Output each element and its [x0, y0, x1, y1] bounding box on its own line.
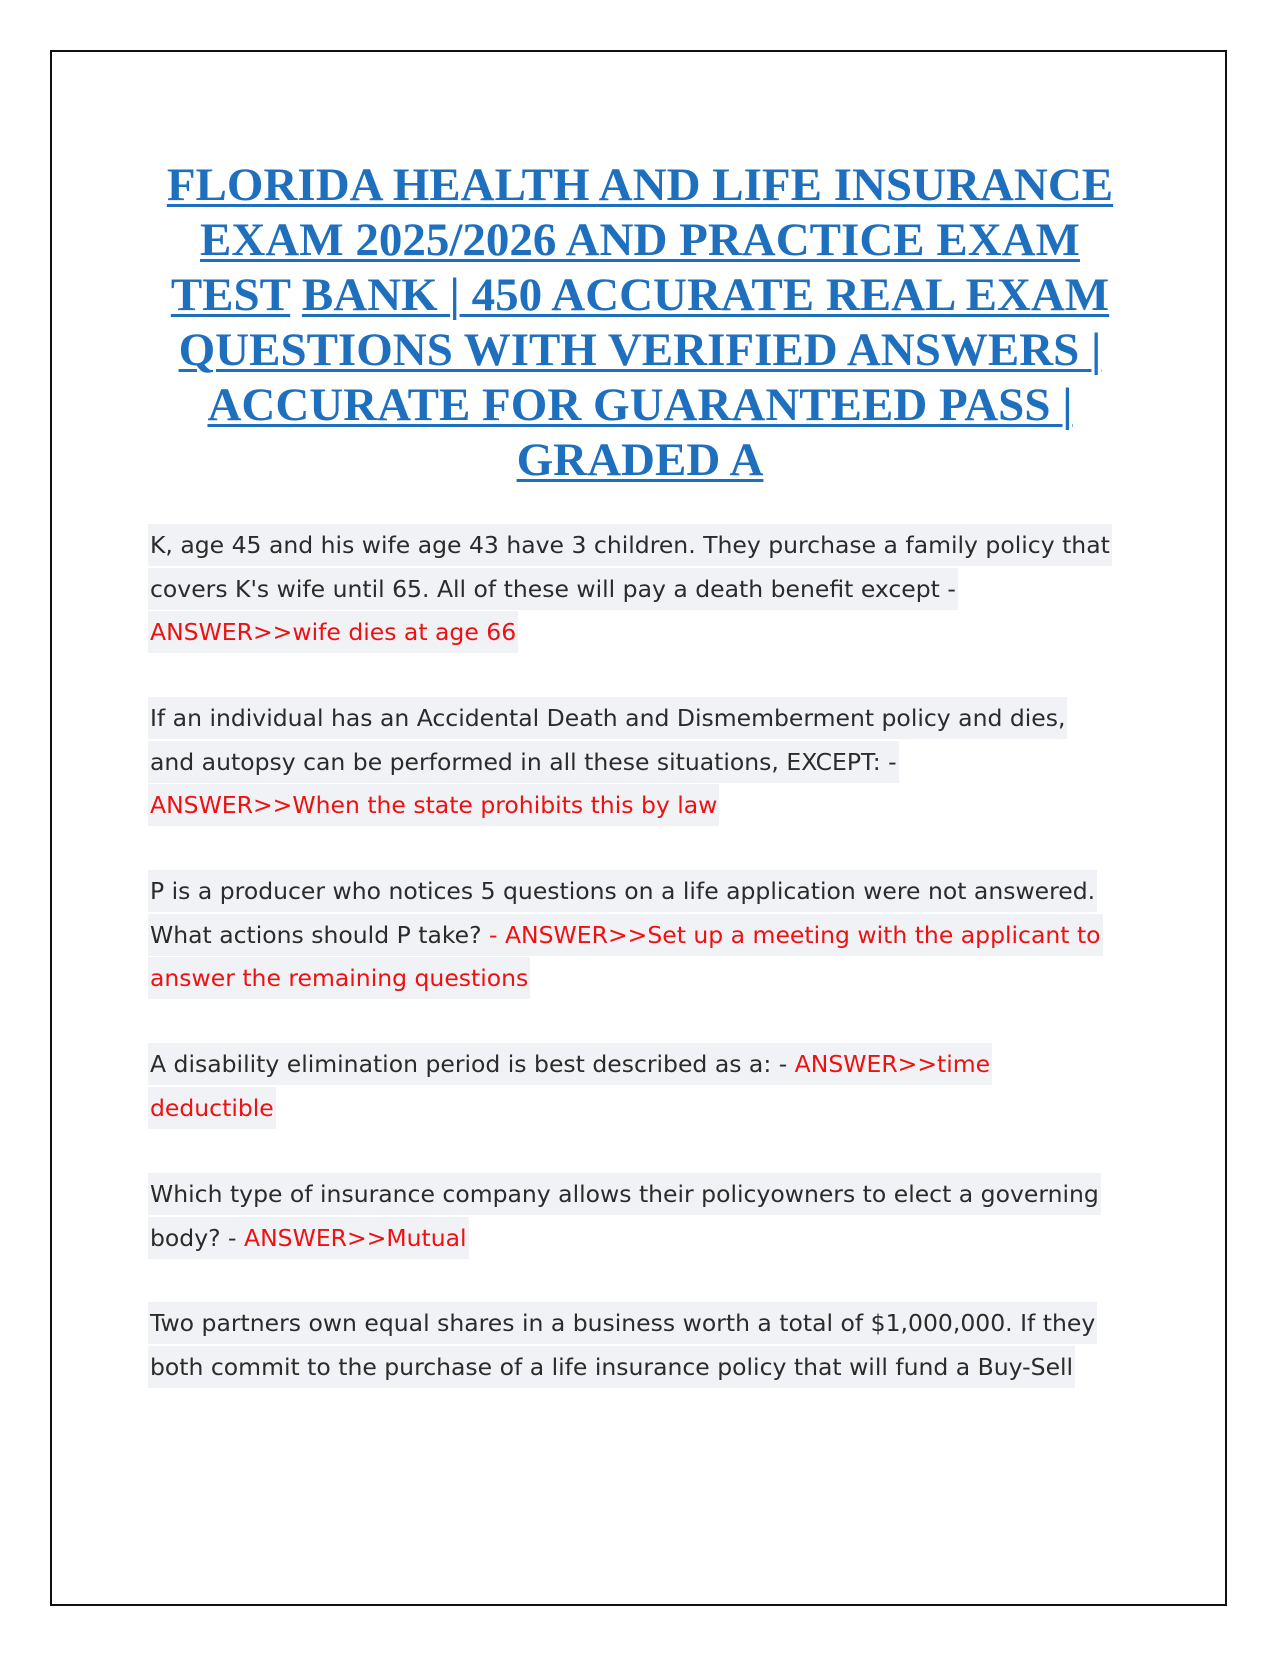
question-text: If an individual has an Accidental Death and Dismemberment policy and dies,	[150, 704, 1066, 732]
question-text: both commit to the purchase of a life insurance policy that will fund a Buy-Sell	[150, 1352, 1074, 1381]
title-segment: TEST	[170, 269, 291, 321]
question-line	[148, 1217, 469, 1259]
question-line	[148, 1173, 1101, 1215]
answer-text: ANSWER>>time	[794, 1050, 991, 1078]
title-line	[150, 268, 1130, 323]
question-line	[148, 1043, 992, 1085]
title-line	[150, 323, 1130, 378]
title-segment: QUESTIONS WITH VERIFIED ANSWERS |	[178, 324, 1102, 376]
title-line	[150, 158, 1130, 213]
question-line	[148, 741, 899, 783]
question-text: body? -	[150, 1223, 245, 1252]
title-segment: GRADED A	[516, 434, 764, 486]
question-text: Which type of insurance company allows their policyowners to elect a governing	[150, 1180, 1099, 1208]
title-line	[150, 213, 1130, 268]
question-text: covers K's wife until 65. All of these will pay a death benefit except -	[150, 574, 956, 603]
question-line	[148, 957, 530, 999]
question-line	[148, 1346, 1075, 1388]
question-text: Two partners own equal shares in a business worth a total of $1,000,000. If they	[150, 1309, 1096, 1337]
question-line	[148, 697, 1067, 739]
document-title	[150, 158, 1130, 488]
question-line	[148, 1087, 276, 1129]
title-line	[150, 378, 1130, 433]
question-line	[148, 1302, 1097, 1344]
answer-text: ANSWER>>wife dies at age 66	[150, 618, 517, 646]
answer-text: - ANSWER>>Set up a meeting with the applicant to	[489, 920, 1101, 949]
title-space	[290, 269, 302, 321]
title-segment: FLORIDA HEALTH AND LIFE INSURANCE	[166, 159, 1114, 211]
question-text: A disability elimination period is best described as a: -	[150, 1050, 795, 1078]
question-line	[148, 914, 1103, 956]
title-segment: EXAM 2025/2026 AND PRACTICE EXAM	[200, 214, 1080, 266]
question-line	[148, 568, 958, 610]
question-text: P is a producer who notices 5 questions on a life application were not answered.	[150, 877, 1096, 905]
question-text: K, age 45 and his wife age 43 have 3 children. They purchase a family policy that	[150, 531, 1110, 559]
title-segment: BANK | 450 ACCURATE REAL EXAM	[301, 269, 1110, 321]
answer-text: deductible	[150, 1093, 274, 1122]
title-segment: ACCURATE FOR GUARANTEED PASS |	[207, 379, 1073, 431]
question-line	[148, 870, 1097, 912]
question-text: What actions should P take?	[150, 920, 490, 949]
answer-text: answer the remaining questions	[150, 964, 529, 992]
question-line	[148, 784, 719, 826]
question-line	[148, 524, 1112, 566]
title-line	[150, 433, 1130, 488]
question-line	[148, 611, 518, 653]
answer-text: ANSWER>>When the state prohibits this by law	[150, 791, 718, 819]
question-text: and autopsy can be performed in all these situations, EXCEPT: -	[150, 747, 897, 776]
answer-text: ANSWER>>Mutual	[244, 1223, 467, 1252]
